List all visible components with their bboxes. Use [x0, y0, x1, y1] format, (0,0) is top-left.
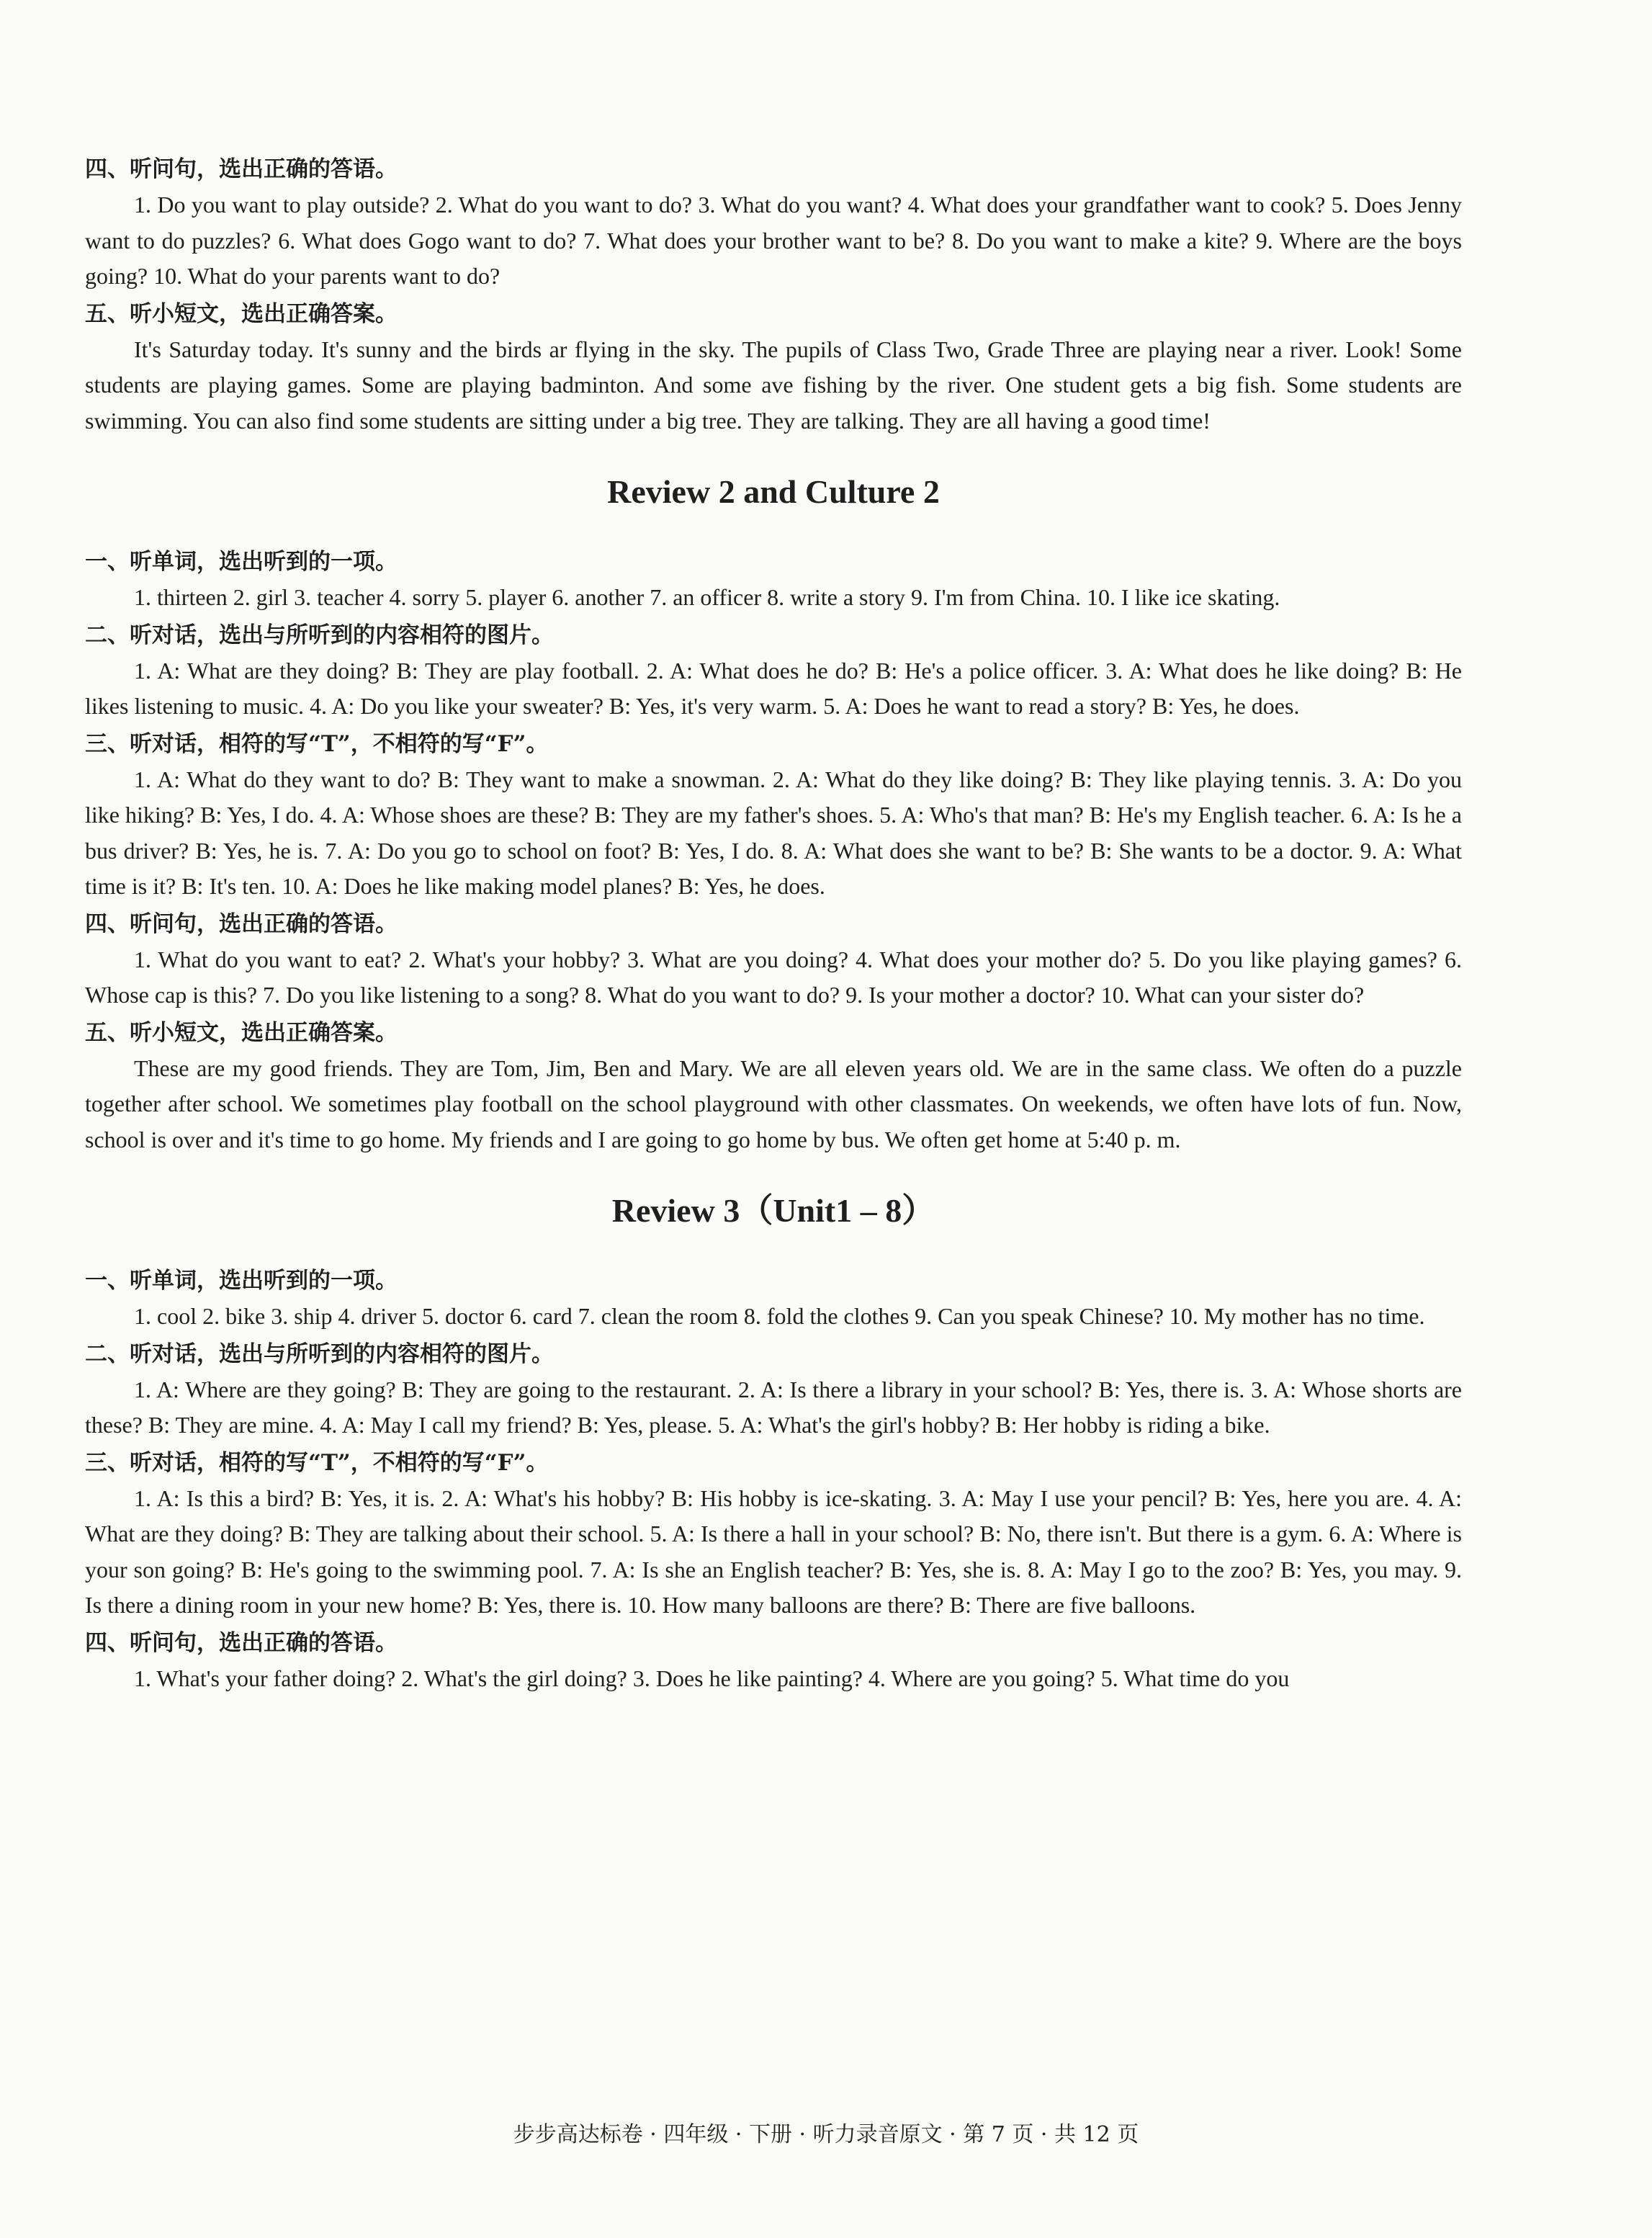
- unit-title: Review 3（Unit1 – 8）: [611, 1192, 935, 1229]
- section-text: 1. What do you want to eat? 2. What's your hobby? 3. What are you doing? 4. What does your mother do? 5. Do you like playing games? 6. Whose cap is this? 7. Do you like listening to a song? 8. What do you want to do? 9. Is your mother a doctor? 10. What can your sister do?: [85, 946, 1462, 1008]
- unit-title: Review 2 and Culture 2: [607, 473, 940, 510]
- section-heading: 三、听对话，相符的写“T”，不相符的写“F”。: [85, 1449, 549, 1476]
- section-heading: 四、听问句，选出正确的答语。: [85, 1629, 398, 1656]
- section-heading: 四、听问句，选出正确的答语。: [85, 910, 398, 937]
- section-text: 1. A: What do they want to do? B: They want to make a snowman. 2. A: What do they like doing? B: They like playing tennis. 3. A: Do you like hiking? B: Yes, I do. 4. A: Whose shoes are these? B: They are my father's shoes. 5. A: Who's that man? B: He's my English teacher. 6. A: Is he a bus driver? B: Yes, he is. 7. A: Do you go to school on foot? B: Yes, I do. 8. A: What does she want to be? B: She wants to be a doctor. 9. A: What time is it? B: It's ten. 10. A: Does he like making model planes? B: Yes, he does.: [85, 766, 1462, 899]
- document-page: [85, 150, 1462, 1696]
- page-footer: 步步高达标卷 · 四年级 · 下册 · 听力录音原文 · 第 7 页 · 共 12 页: [513, 2122, 1139, 2147]
- section-heading: 一、听单词，选出听到的一项。: [85, 1268, 398, 1294]
- section-heading: 三、听对话，相符的写“T”，不相符的写“F”。: [85, 730, 549, 757]
- section-text: 1. A: Is this a bird? B: Yes, it is. 2. A: What's his hobby? B: His hobby is ice-skating. 3. A: May I use your pencil? B: Yes, here you are. 4. A: What are they doing? B: They are talking about their school. 5. A: Is there a hall in your school? B: No, there isn't. But there is a gym. 6. A: Where is your son going? B: He's going to the swimming pool. 7. A: Is she an English teacher? B: Yes, she is. 8. A: May I go to the zoo? B: Yes, you may. 9. Is there a dining room in your new home? B: Yes, there is. 10. How many balloons are there? B: There are five balloons.: [85, 1485, 1462, 1618]
- section-heading: 五、听小短文，选出正确答案。: [85, 1019, 398, 1046]
- section-heading: 四、听问句，选出正确的答语。: [85, 156, 398, 182]
- section-text: It's Saturday today. It's sunny and the birds ar flying in the sky. The pupils of Class Two, Grade Three are playing near a river. Look! Some students are playing games. Some are playing badminton. And some ave fishing by the river. One student gets a big fish. Some students are swimming. You can also find some students are sitting under a big tree. They are talking. They are all having a good time!: [85, 336, 1462, 434]
- section-text: 1. What's your father doing? 2. What's the girl doing? 3. Does he like painting? 4. Where are you going? 5. What time do you: [134, 1665, 1290, 1691]
- section-heading: 二、听对话，选出与所听到的内容相符的图片。: [85, 622, 554, 648]
- section-text: 1. A: What are they doing? B: They are play football. 2. A: What does he do? B: He's a police officer. 3. A: What does he like doing? B: He likes listening to music. 4. A: Do you like your sweater? B: Yes, it's very warm. 5. A: Does he want to read a story? B: Yes, he does.: [85, 657, 1462, 719]
- section-heading: 五、听小短文，选出正确答案。: [85, 300, 398, 327]
- section-text: 1. Do you want to play outside? 2. What do you want to do? 3. What do you want? 4. What does your grandfather want to cook? 5. Does Jenny want to do puzzles? 6. What does Gogo want to do? 7. What does your brother want to be? 8. Do you want to make a kite? 9. Where are the boys going? 10. What do your parents want to do?: [85, 192, 1462, 289]
- section-heading: 二、听对话，选出与所听到的内容相符的图片。: [85, 1340, 554, 1367]
- section-heading: 一、听单词，选出听到的一项。: [85, 549, 398, 575]
- section-text: These are my good friends. They are Tom, Jim, Ben and Mary. We are all eleven years old. We are in the same class. We often do a puzzle together after school. We sometimes play football on the school playground with other classmates. On weekends, we often have lots of fun. Now, school is over and it's time to go home. My friends and I are going to go home by bus. We often get home at 5:40 p. m.: [85, 1055, 1462, 1152]
- section-text: 1. cool 2. bike 3. ship 4. driver 5. doctor 6. card 7. clean the room 8. fold the clothes 9. Can you speak Chinese? 10. My mother has no time.: [134, 1303, 1425, 1329]
- section-text: 1. A: Where are they going? B: They are going to the restaurant. 2. A: Is there a library in your school? B: Yes, there is. 3. A: Whose shorts are these? B: They are mine. 4. A: May I call my friend? B: Yes, please. 5. A: What's the girl's hobby? B: Her hobby is riding a bike.: [85, 1376, 1462, 1438]
- section-text: 1. thirteen 2. girl 3. teacher 4. sorry 5. player 6. another 7. an officer 8. write a story 9. I'm from China. 10. I like ice skating.: [134, 584, 1280, 610]
